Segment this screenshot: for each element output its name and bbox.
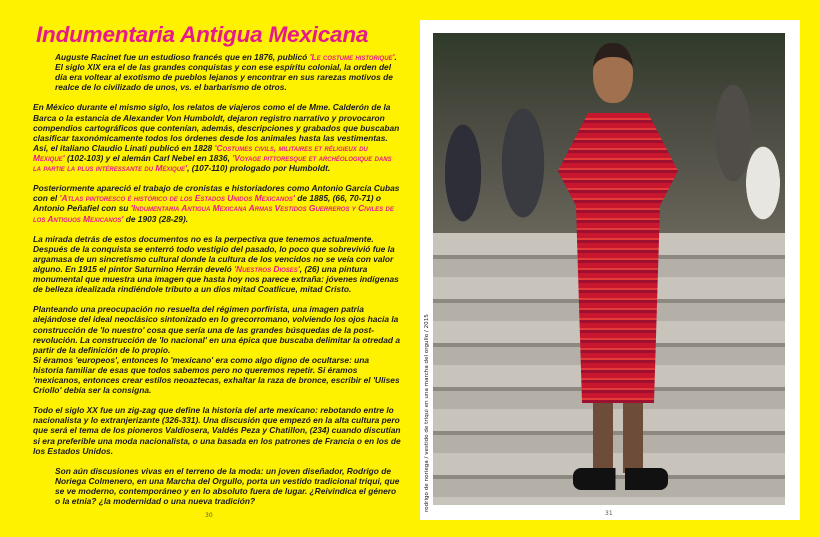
text: Posteriormente apareció el trabajo de cronistas e historiadores como Antonio García Cubas con el (33, 183, 400, 204)
red-dress (558, 113, 678, 403)
photo-person-in-triqui-dress (433, 33, 785, 505)
page-title: Indumentaria Antigua Mexicana (36, 22, 369, 47)
book-title: 'Indumentaria Antigua Mexicana Armas Vestidos Guerreros y Civiles de los Antiguos Mexicanos' (33, 203, 394, 224)
shoes (573, 468, 668, 490)
book-title: 'Costumes civils, militaires et réligieux du Mexique' (33, 142, 368, 163)
photo-caption: rodrigo de noriega / vestido de triqui en una marcha del orgullo / 2015 (424, 314, 430, 512)
body-text (33, 52, 401, 506)
paragraph-4 (33, 234, 401, 295)
paragraph-6: Todo el siglo XX fue un zig-zag que define la historia del arte mexicano: rebotando entre lo nacionalista y lo extranjerizante (326-331). Una discusión que empezó en la alta cultura pero que será el tema de los pioneros Valdiosera, Valdés Peza y Chatillon, (234) cuando discutían si era preferible una moda nacionalista, o una basada en los patrones de Francia o en los de los Estados Unidos. (33, 405, 401, 456)
person (548, 43, 688, 493)
book-title: 'Voyage pittoresque et archéologique dans la partie la plus intéressante du Méxique' (33, 152, 392, 174)
paragraph-1 (33, 52, 401, 92)
text: de 1885, (66, 70-71) o Antonio Peñafiel con su (33, 193, 382, 214)
page-number-left: 30 (205, 512, 213, 520)
paragraph-7: Son aún discusiones vivas en el terreno de la moda: un joven diseñador, Rodrigo de Noriega Colmenero, en una Marcha del Orgullo, porta un vestido tradicional triqui, que se ve moderno, contemporáneo y en lo absoluto fuera de lugar. ¿Reivindica el género o la etnia? ¿la modernidad o una nueva tradición? (55, 465, 400, 507)
text: (102-103) y el alemán Carl Nebel en 1836, (64, 152, 233, 163)
book-title: 'Atlas pintoresco é histórico de los Estados Unidos Mexicanos' (59, 193, 295, 204)
paragraph-2 (33, 102, 401, 173)
page-number-right: 31 (605, 510, 613, 517)
text: Planteando una preocupación no resuelta del régimen porfirista, una imagen patria alejándose del ideal neoclásico sintonizado en lo grecorromano, volviendo los ojos hacia la construcción de 'lo nuestro' cosa que sería una de las grandes búsquedas de la post-revolución. La construcción de 'lo nacional' en una épica que buscaba delimitar la otredad a partir de la definición de lo propio. (33, 304, 400, 355)
text: , (26) una pintura monumental que muestra una imagen que hasta hoy nos parece extraña: jóvenes indígenas de belleza idealizada rindiéndole tributo a un dios mitad Coatlicue, mitad Cristo. (33, 263, 399, 295)
text: En México durante el mismo siglo, los relatos de viajeros como el de Mme. Calderón de la Barca o la estancia de Alexander Von Humboldt, dejaron registro narrativo y provocaron compendios cartográficos que contenían, además, descripciones y grabados que buscaban clasificar taxonómicamente todos los órdenes desde los animales hasta las vestimentas. Así, el italiano Claudio Linati publicó en 1828 (33, 102, 400, 153)
book-title: 'Le costume historique' (309, 52, 395, 62)
text: , (107-110) prologado por Humboldt. (187, 163, 331, 174)
artwork-title: 'Nuestros Dioses' (234, 263, 300, 274)
legs (593, 403, 643, 473)
text: La mirada detrás de estos documentos no es la perpectiva que tenemos actualmente. Después de la conquista se enterró todo vestigio del pasado, lo poco que sobrevivió fue la argamasa de un sincretismo cultural donde la cultura de los vencidos no se veía con valor alguno. En 1915 el pintor Saturnino Herrán develó (33, 233, 395, 274)
text: Auguste Racinet fue un estudioso francés que en 1876, publicó (55, 52, 310, 62)
text: de 1903 (28-29). (123, 213, 189, 224)
right-page (420, 20, 800, 520)
paragraph-5 (33, 304, 401, 395)
text: Si éramos 'europeos', entonces lo 'mexicano' era como algo digno de ocultarse: una historia familiar de esas que todos sabemos pero no queremos repetir. Si éramos 'mexicanos, entonces crear estilos neoaztecas, exhaltar la raza de bronce, escribir el 'Ulises Criollo' debía ser la consigna. (33, 354, 400, 396)
text: . El siglo XIX era el de las grandes conquistas y con ese espíritu colonial, la orden del día era voltear al exotismo de pueblos lejanos y encontrar en sus rarezas motivos de realce de lo civilizado de unos, vs. el barbarismo de otros. (55, 52, 397, 93)
head (593, 43, 633, 103)
paragraph-3 (33, 183, 401, 223)
